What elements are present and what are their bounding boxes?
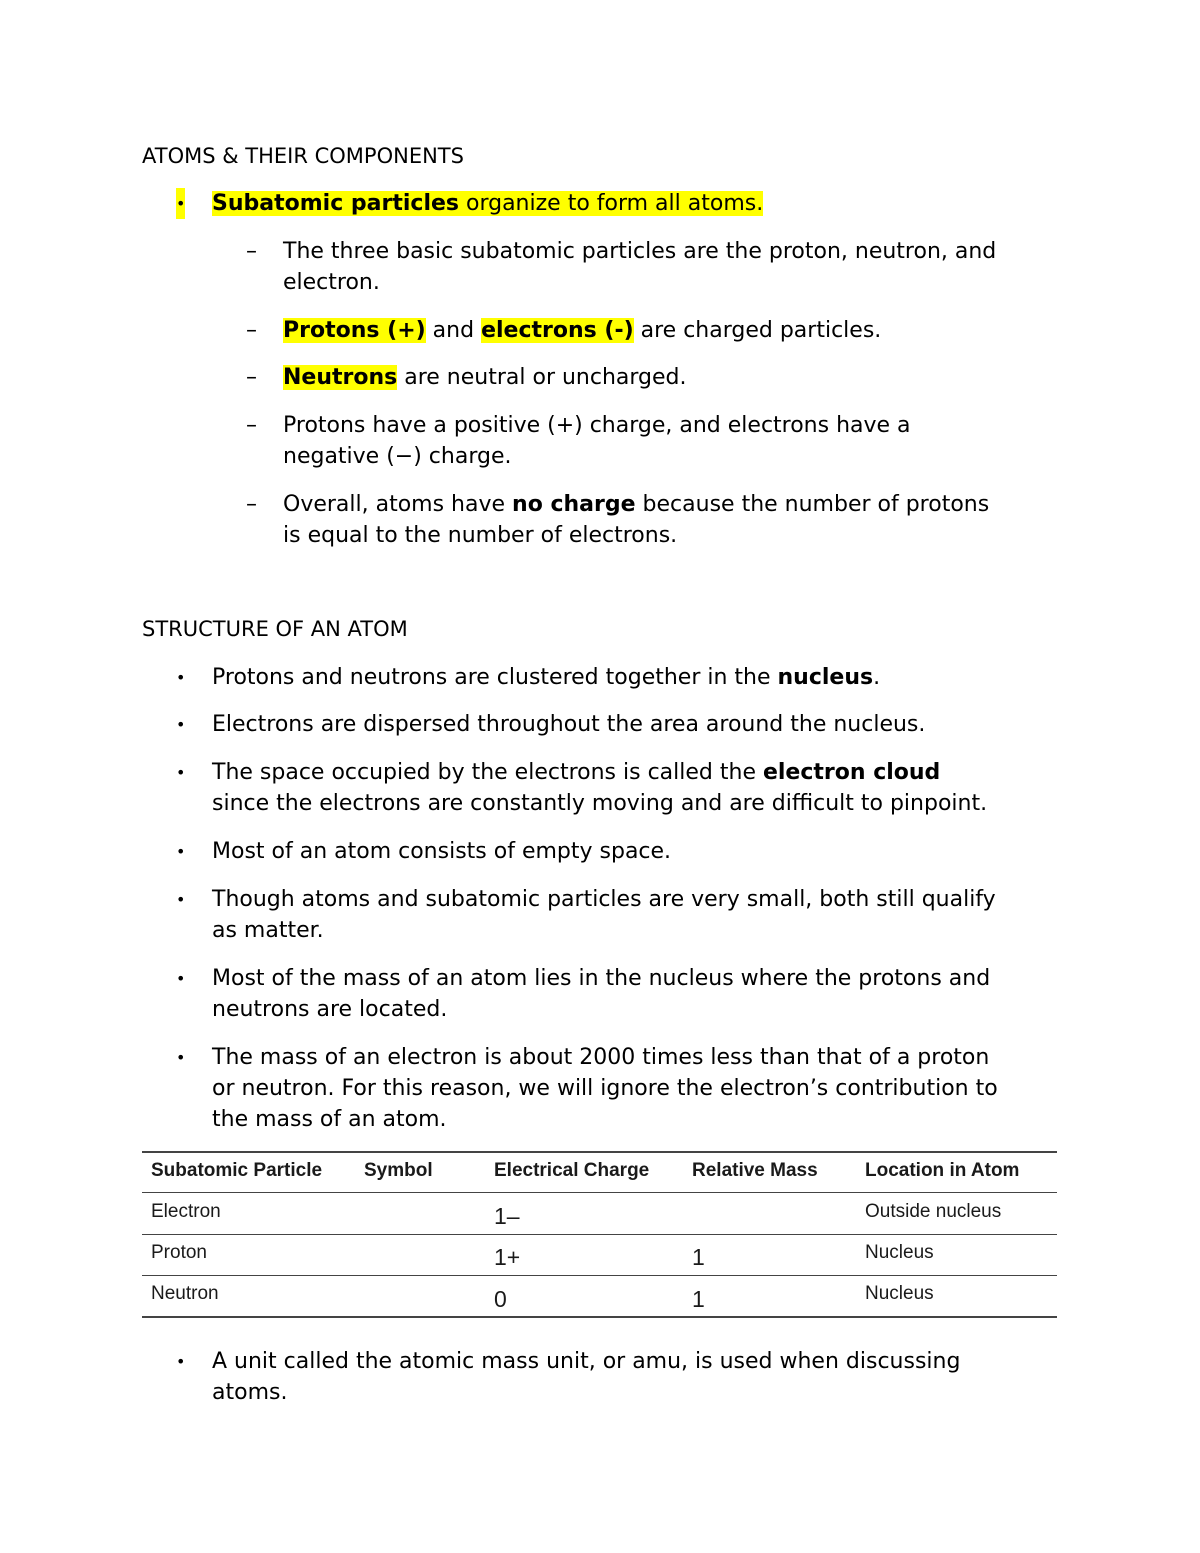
bullet-marker: • [176,969,186,988]
bullet-marker: • [176,668,186,687]
dash-three-particles-line2: electron. [283,270,380,295]
table-cell-location: Nucleus [865,1283,934,1304]
bullet-mass-nucleus-line2: neutrons are located. [212,997,448,1022]
table-row-rule [142,1234,1057,1235]
table-cell-charge: 1– [494,1203,520,1229]
table-cell-charge: 1+ [494,1244,521,1270]
bullet-electron-mass-line1: The mass of an electron is about 2000 times less than that of a proton [212,1045,990,1070]
term-subatomic-particles: Subatomic particles [212,191,459,216]
table-cell-location: Nucleus [865,1242,934,1263]
bullet-matter-line1: Though atoms and subatomic particles are very small, both still qualify [212,887,996,912]
bullet-marker: • [176,1352,186,1371]
dash-marker: – [246,318,257,343]
section-heading-atoms: ATOMS & THEIR COMPONENTS [142,144,464,168]
table-cell-particle: Electron [151,1201,221,1222]
dash-no-charge-line1: Overall, atoms have no charge because the number of protons [283,492,990,517]
table-cell-mass: 1 [692,1286,705,1312]
table-cell-charge: 0 [494,1286,507,1312]
term-no-charge: no charge [512,492,636,517]
table-top-rule [142,1151,1057,1153]
table-cell-particle: Proton [151,1242,207,1263]
dash-marker: – [246,492,257,517]
dash-marker: – [246,239,257,264]
bullet-electron-mass-line3: the mass of an atom. [212,1107,447,1132]
bullet-marker: • [176,715,186,734]
section-heading-structure: STRUCTURE OF AN ATOM [142,617,408,641]
term-protons: Protons (+) [283,318,426,343]
dash-neutrons: Neutrons are neutral or uncharged. [283,365,687,390]
dash-charges-line2: negative (−) charge. [283,444,512,469]
table-cell-mass: 1 [692,1244,705,1270]
bullet-marker: • [176,842,186,861]
dash-charges-line1: Protons have a positive (+) charge, and electrons have a [283,413,911,438]
term-nucleus: nucleus [777,665,874,690]
bullet-nucleus: Protons and neutrons are clustered together in the nucleus. [212,665,881,690]
table-header-rule [142,1192,1057,1193]
bullet-marker: • [176,188,185,219]
table-row-rule [142,1275,1057,1276]
term-electron-cloud: electron cloud [762,760,941,785]
table-header-symbol: Symbol [364,1160,433,1181]
bullet-mass-nucleus-line1: Most of the mass of an atom lies in the nucleus where the protons and [212,966,991,991]
bullet-electrons-dispersed: Electrons are dispersed throughout the area around the nucleus. [212,712,926,737]
dash-marker: – [246,413,257,438]
dash-charged-particles: Protons (+) and electrons (-) are charged particles. [283,318,882,343]
bullet-electron-cloud-line2: since the electrons are constantly moving and are difficult to pinpoint. [212,791,988,816]
bullet-electron-cloud-line1: The space occupied by the electrons is called the electron cloud [212,760,941,785]
bullet-subatomic-particles: Subatomic particles organize to form all atoms. [212,191,764,216]
bullet-amu-line1: A unit called the atomic mass unit, or amu, is used when discussing [212,1349,961,1374]
bullet-marker: • [176,890,186,909]
bullet-marker: • [176,763,186,782]
table-header-location: Location in Atom [865,1160,1020,1181]
bullet-electron-mass-line2: or neutron. For this reason, we will ignore the electron’s contribution to [212,1076,998,1101]
bullet-amu-line2: atoms. [212,1380,288,1405]
table-cell-particle: Neutron [151,1283,219,1304]
dash-three-particles-line1: The three basic subatomic particles are the proton, neutron, and [283,239,997,264]
table-header-particle: Subatomic Particle [151,1160,323,1181]
table-header-charge: Electrical Charge [494,1160,650,1181]
table-cell-location: Outside nucleus [865,1201,1002,1222]
dash-marker: – [246,365,257,390]
dash-no-charge-line2: is equal to the number of electrons. [283,523,678,548]
table-bottom-rule [142,1316,1057,1318]
bullet-matter-line2: as matter. [212,918,324,943]
bullet-empty-space: Most of an atom consists of empty space. [212,839,672,864]
bullet-marker: • [176,1048,186,1067]
table-header-mass: Relative Mass [692,1160,818,1181]
term-neutrons: Neutrons [283,365,398,390]
term-electrons: electrons (-) [481,318,634,343]
